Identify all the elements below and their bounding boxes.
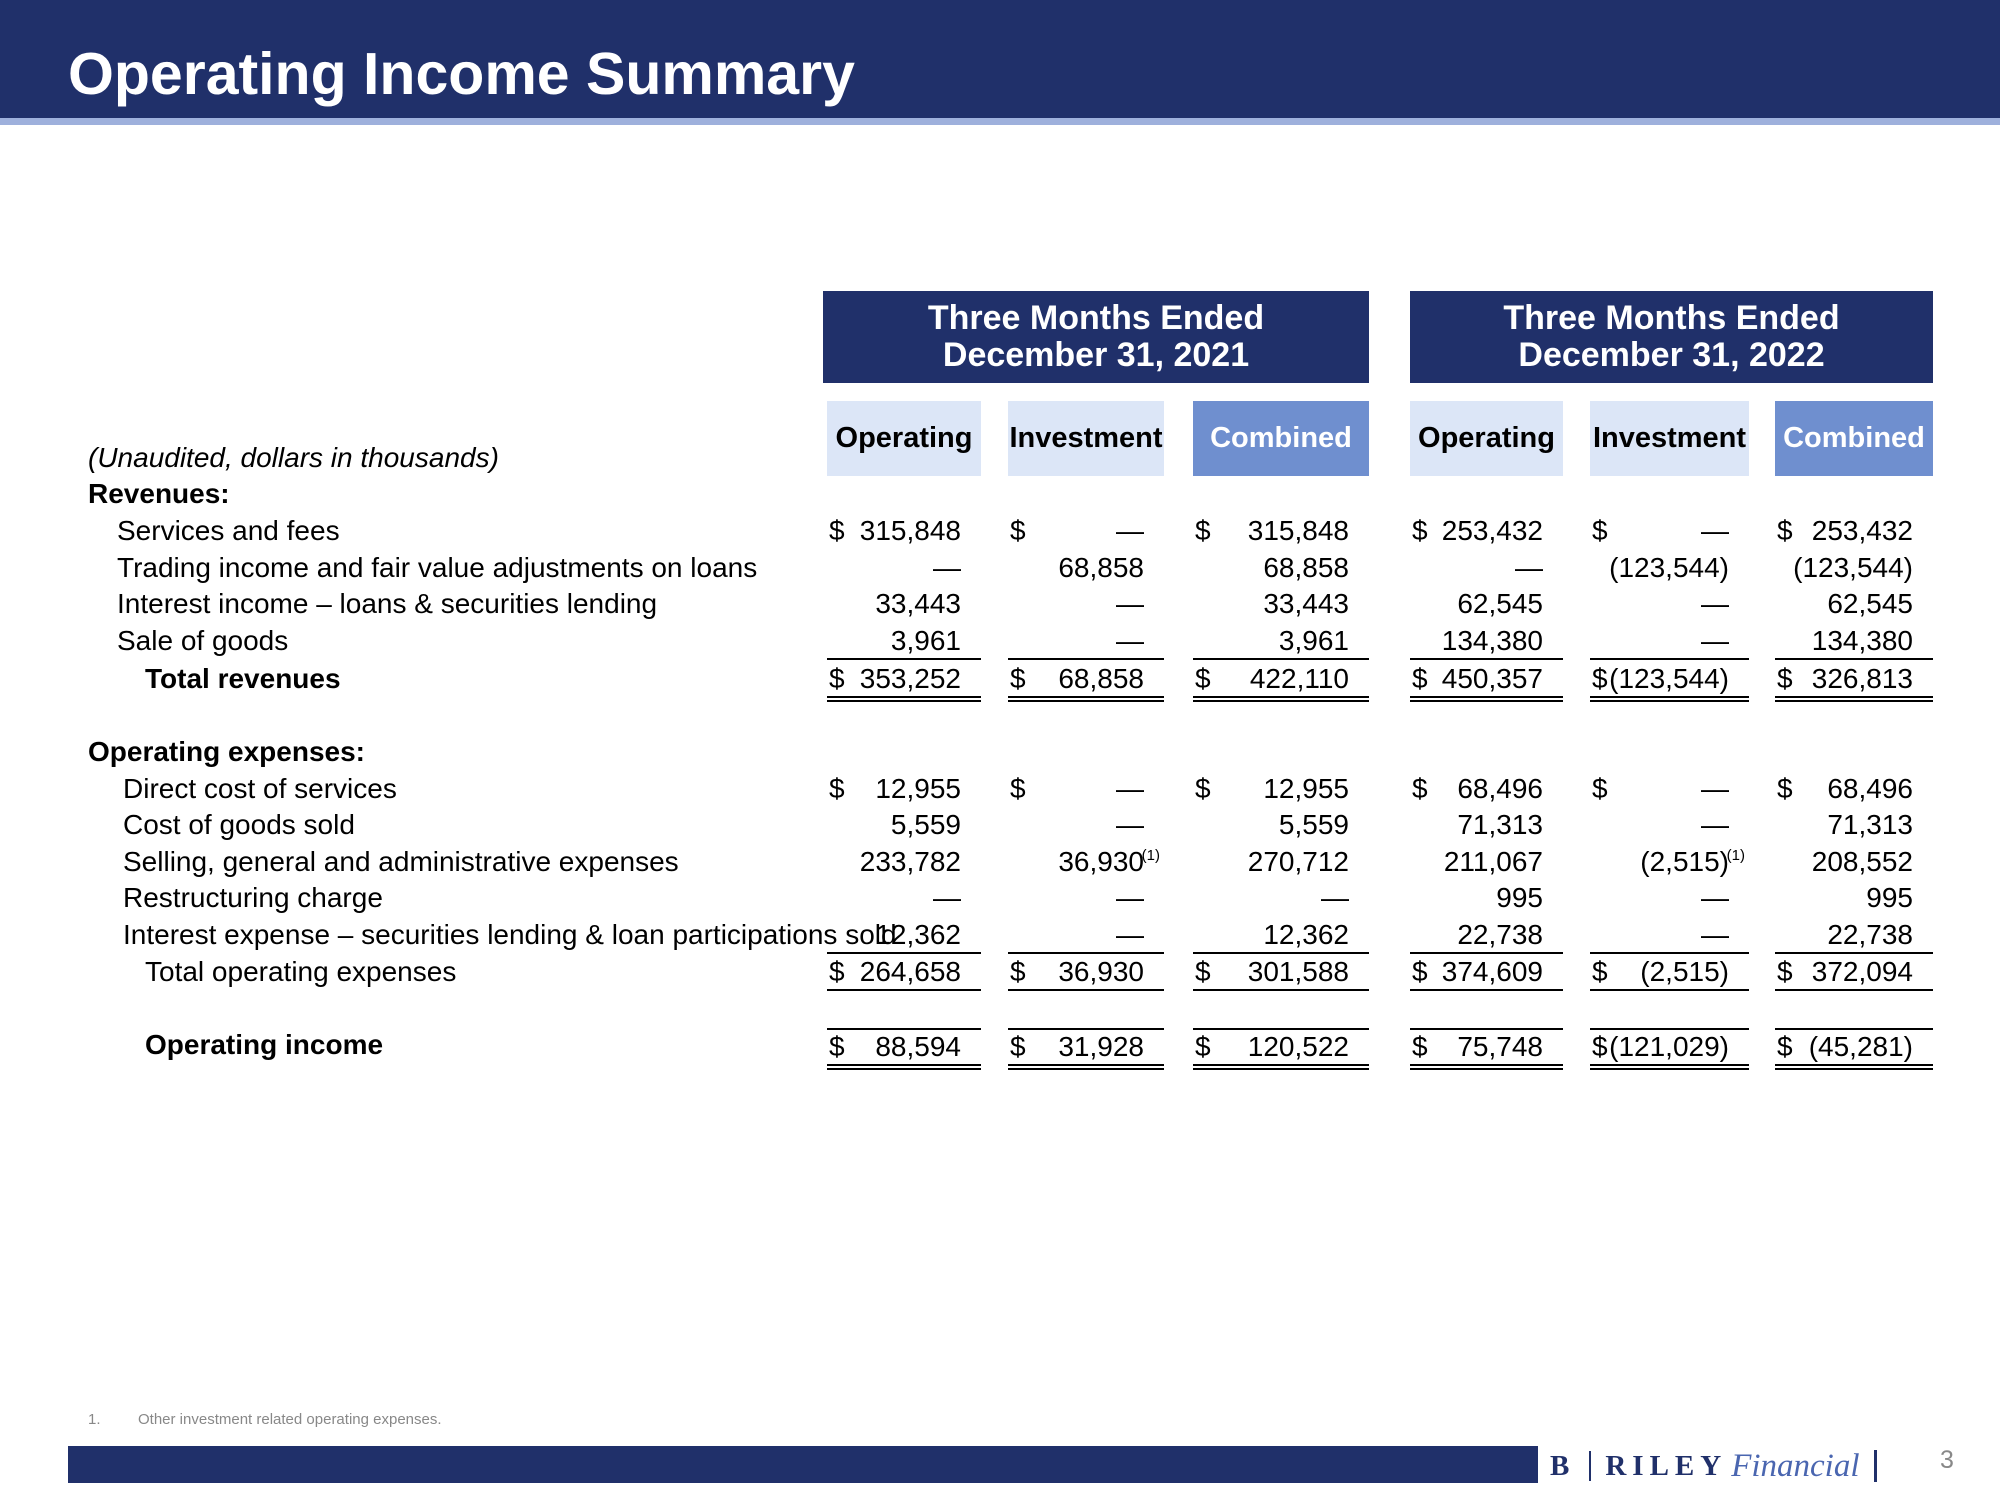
currency-symbol: $ [1777,663,1793,694]
cell-restructuring-col2 [1008,881,1164,915]
cell-services-fees-col5 [1590,514,1749,548]
cell-restructuring-col6 [1775,881,1933,915]
currency-symbol: $ [1592,1031,1608,1062]
company-logo [1550,1446,1877,1486]
currency-symbol: $ [1592,515,1608,546]
cell-direct-cost-col3 [1193,772,1369,806]
footnote-text: Other investment related operating expenses. [138,1411,442,1428]
cell-total-revenues-col2 [1008,662,1164,702]
logo-suffix: Financial [1731,1447,1860,1484]
cell-interest-expense-col3 [1193,918,1369,954]
cell-value: 71,313 [1457,809,1543,840]
period-line-2: December 31, 2022 [1518,336,1825,374]
cell-sga-col3 [1193,845,1369,879]
currency-symbol: $ [1010,1031,1026,1062]
cell-value: — [1701,515,1729,546]
footnote-number: 1. [88,1411,101,1428]
cell-value: (121,029) [1609,1031,1729,1062]
cell-value: — [1116,919,1144,950]
currency-symbol: $ [1010,773,1026,804]
cell-operating-income-col1 [827,1028,981,1070]
cell-value: — [1116,515,1144,546]
cell-value: — [1321,882,1349,913]
cell-direct-cost-col4 [1410,772,1563,806]
cell-value: 88,594 [875,1031,961,1062]
cell-value: 5,559 [1278,809,1349,840]
cell-direct-cost-col2 [1008,772,1164,806]
cell-sga-col2 [1008,845,1164,879]
cell-value: — [1701,625,1729,656]
currency-symbol: $ [1195,773,1211,804]
expenses-heading: Operating expenses: [88,736,365,767]
cell-sga-col4 [1410,845,1563,879]
cell-total-opex-col2 [1008,955,1164,991]
cell-value: — [1701,588,1729,619]
cell-value: 264,658 [859,956,961,987]
cell-value: 75,748 [1457,1031,1543,1062]
cell-sale-of-goods-col2 [1008,624,1164,660]
cell-value: (123,544) [1793,552,1913,583]
column-header-investment-2021: Investment [1008,401,1164,476]
currency-symbol: $ [1777,956,1793,987]
cell-value: 33,443 [875,588,961,619]
cell-interest-expense-col5 [1590,918,1749,954]
cell-sale-of-goods-col3 [1193,624,1369,660]
cell-total-revenues-col4 [1410,662,1563,702]
cell-value: — [1701,773,1729,804]
cell-value: 134,380 [1441,625,1543,656]
footer-bar [68,1446,1538,1483]
currency-symbol: $ [1010,515,1026,546]
cell-total-opex-col4 [1410,955,1563,991]
cell-trading-income-col4 [1410,551,1563,585]
cell-interest-income-col1 [827,587,981,621]
cell-value: (123,544) [1609,552,1729,583]
cell-value: 120,522 [1247,1031,1349,1062]
cell-value: 5,559 [890,809,961,840]
row-label-sga: Selling, general and administrative expenses [123,846,679,877]
row-label-sale-of-goods: Sale of goods [117,625,289,656]
cell-total-opex-col3 [1193,955,1369,991]
currency-symbol: $ [1195,956,1211,987]
currency-symbol: $ [1592,956,1608,987]
cell-cost-of-goods-col1 [827,808,981,842]
cell-trading-income-col1 [827,551,981,585]
cell-sale-of-goods-col4 [1410,624,1563,660]
cell-value: 12,362 [1263,919,1349,950]
cell-sale-of-goods-col5 [1590,624,1749,660]
cell-value: 326,813 [1811,663,1913,694]
cell-direct-cost-col5 [1590,772,1749,806]
cell-value: 134,380 [1811,625,1913,656]
cell-value: (2,515) [1640,846,1729,877]
currency-symbol: $ [1412,663,1428,694]
cell-value: 33,443 [1263,588,1349,619]
cell-cost-of-goods-col4 [1410,808,1563,842]
cell-total-opex-col6 [1775,955,1933,991]
cell-value: 31,928 [1058,1031,1144,1062]
cell-value: 995 [1496,882,1543,913]
cell-value: — [933,552,961,583]
logo-end-bar [1874,1450,1877,1482]
cell-sga-col5 [1590,845,1749,879]
currency-symbol: $ [829,956,845,987]
cell-services-fees-col6 [1775,514,1933,548]
cell-total-opex-col5 [1590,955,1749,991]
currency-symbol: $ [1195,515,1211,546]
cell-value: 253,432 [1811,515,1913,546]
logo-word: RILEY [1605,1449,1728,1482]
cell-value: — [933,882,961,913]
logo-letter: B [1550,1449,1576,1482]
column-header-combined-2022: Combined [1775,401,1933,476]
currency-symbol: $ [1010,663,1026,694]
cell-value: — [1116,625,1144,656]
cell-value: — [1116,809,1144,840]
units-note: (Unaudited, dollars in thousands) [88,442,499,473]
cell-sga-col1 [827,845,981,879]
footnote-marker: (1) [1726,847,1745,864]
cell-interest-income-col2 [1008,587,1164,621]
cell-restructuring-col1 [827,881,981,915]
cell-sale-of-goods-col1 [827,624,981,660]
column-header-operating-2022: Operating [1410,401,1563,476]
cell-value: — [1515,552,1543,583]
cell-value: 36,930 [1058,956,1144,987]
period-line-1: Three Months Ended [927,299,1265,337]
cell-value: 62,545 [1827,588,1913,619]
currency-symbol: $ [1195,1031,1211,1062]
cell-value: 315,848 [1247,515,1349,546]
currency-symbol: $ [1195,663,1211,694]
cell-value: — [1701,809,1729,840]
page-title: Operating Income Summary [68,41,855,107]
cell-value: (45,281) [1808,1031,1913,1062]
cell-value: 253,432 [1441,515,1543,546]
cell-value: 270,712 [1247,846,1349,877]
cell-sga-col6 [1775,845,1933,879]
cell-value: 422,110 [1249,663,1349,694]
page-number: 3 [1940,1446,1954,1474]
currency-symbol: $ [1412,773,1428,804]
period-line-2: December 31, 2021 [942,336,1250,374]
cell-value: — [1116,588,1144,619]
currency-symbol: $ [1592,663,1608,694]
cell-trading-income-col3 [1193,551,1369,585]
row-label-services-fees: Services and fees [117,515,340,546]
cell-value: 372,094 [1811,956,1913,987]
cell-value: 12,955 [875,773,961,804]
cell-value: 68,858 [1263,552,1349,583]
revenues-heading: Revenues: [88,478,230,509]
currency-symbol: $ [1592,773,1608,804]
cell-restructuring-col5 [1590,881,1749,915]
cell-operating-income-col5 [1590,1028,1749,1070]
cell-value: — [1701,919,1729,950]
row-label-direct-cost: Direct cost of services [123,773,397,804]
column-header-operating-2021: Operating [827,401,981,476]
cell-cost-of-goods-col2 [1008,808,1164,842]
cell-value: 301,588 [1247,956,1349,987]
period-line-1: Three Months Ended [1503,299,1840,337]
cell-value: — [1116,773,1144,804]
cell-total-opex-col1 [827,955,981,991]
row-label-trading-income: Trading income and fair value adjustments on loans [117,552,758,583]
cell-value: 353,252 [859,663,961,694]
cell-total-revenues-col5 [1590,662,1749,702]
cell-restructuring-col3 [1193,881,1369,915]
cell-value: 208,552 [1811,846,1913,877]
cell-total-revenues-col1 [827,662,981,702]
cell-interest-income-col3 [1193,587,1369,621]
cell-interest-expense-col1 [827,918,981,954]
cell-restructuring-col4 [1410,881,1563,915]
currency-symbol: $ [829,1031,845,1062]
cell-interest-expense-col4 [1410,918,1563,954]
cell-services-fees-col3 [1193,514,1369,548]
row-label-cost-of-goods: Cost of goods sold [123,809,355,840]
row-label-total-opex: Total operating expenses [145,956,457,987]
cell-value: 71,313 [1827,809,1913,840]
currency-symbol: $ [1777,515,1793,546]
column-header-investment-2022: Investment [1590,401,1749,476]
currency-symbol: $ [829,663,845,694]
period-header-2022 [1410,291,1933,383]
cell-direct-cost-col1 [827,772,981,806]
currency-symbol: $ [1777,1031,1793,1062]
row-label-interest-expense: Interest expense – securities lending & loan participations sold [123,919,897,950]
currency-symbol: $ [829,773,845,804]
column-header-combined-2021: Combined [1193,401,1369,476]
cell-value: (123,544) [1609,663,1729,694]
cell-value: 3,961 [890,625,961,656]
row-label-operating-income: Operating income [145,1029,384,1060]
currency-symbol: $ [1412,956,1428,987]
cell-direct-cost-col6 [1775,772,1933,806]
cell-value: 995 [1866,882,1913,913]
currency-symbol: $ [1412,1031,1428,1062]
cell-interest-expense-col2 [1008,918,1164,954]
cell-total-revenues-col3 [1193,662,1369,702]
currency-symbol: $ [1412,515,1428,546]
cell-value: 22,738 [1827,919,1913,950]
cell-value: 22,738 [1457,919,1543,950]
cell-value: — [1701,882,1729,913]
cell-services-fees-col2 [1008,514,1164,548]
logo-divider [1589,1451,1591,1481]
row-label-restructuring: Restructuring charge [123,882,383,913]
cell-value: 3,961 [1278,625,1349,656]
currency-symbol: $ [829,515,845,546]
title-underline [0,118,2000,125]
cell-operating-income-col2 [1008,1028,1164,1070]
cell-services-fees-col4 [1410,514,1563,548]
cell-value: 211,067 [1443,846,1543,877]
footnote-marker: (1) [1141,847,1160,864]
cell-value: 68,496 [1457,773,1543,804]
cell-value: 68,496 [1827,773,1913,804]
cell-value: (2,515) [1640,956,1729,987]
cell-cost-of-goods-col5 [1590,808,1749,842]
currency-symbol: $ [1010,956,1026,987]
cell-value: 233,782 [859,846,961,877]
cell-value: 315,848 [859,515,961,546]
cell-value: 68,858 [1058,552,1144,583]
cell-value: 12,362 [875,919,961,950]
cell-interest-income-col5 [1590,587,1749,621]
cell-interest-expense-col6 [1775,918,1933,954]
cell-cost-of-goods-col6 [1775,808,1933,842]
row-label-interest-income: Interest income – loans & securities lending [117,588,658,619]
cell-value: 62,545 [1457,588,1543,619]
cell-operating-income-col3 [1193,1028,1369,1070]
cell-operating-income-col6 [1775,1028,1933,1070]
cell-trading-income-col2 [1008,551,1164,585]
cell-value: — [1116,882,1144,913]
row-label-total-revenues: Total revenues [145,663,341,694]
cell-trading-income-col5 [1590,551,1749,585]
cell-services-fees-col1 [827,514,981,548]
cell-total-revenues-col6 [1775,662,1933,702]
cell-trading-income-col6 [1775,551,1933,585]
cell-value: 450,357 [1441,663,1543,694]
cell-value: 36,930 [1058,846,1144,877]
currency-symbol: $ [1777,773,1793,804]
cell-value: 68,858 [1058,663,1144,694]
cell-interest-income-col6 [1775,587,1933,621]
cell-value: 374,609 [1441,956,1543,987]
period-header-2021 [823,291,1369,383]
cell-interest-income-col4 [1410,587,1563,621]
cell-sale-of-goods-col6 [1775,624,1933,660]
cell-operating-income-col4 [1410,1028,1563,1070]
cell-value: 12,955 [1263,773,1349,804]
cell-cost-of-goods-col3 [1193,808,1369,842]
